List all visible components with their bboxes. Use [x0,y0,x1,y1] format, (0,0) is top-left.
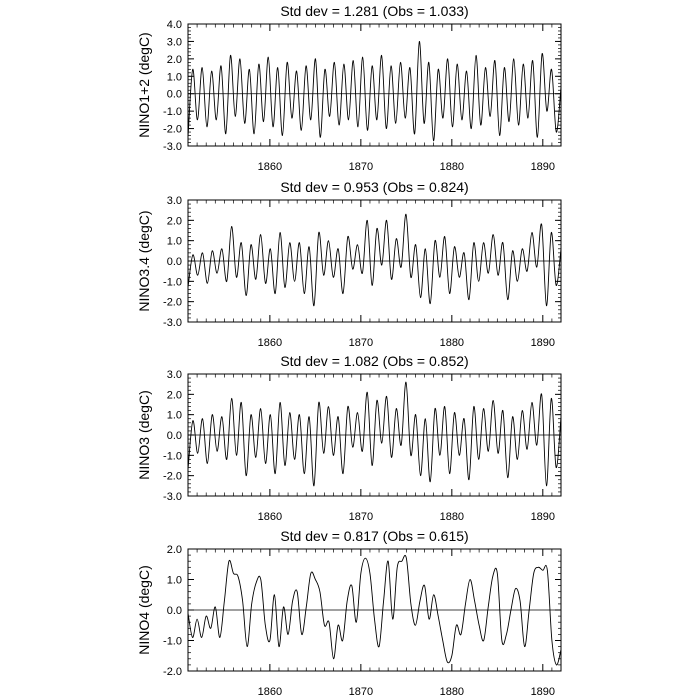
y-tick-label: 3.0 [166,369,182,381]
y-tick-label: -1.0 [163,276,182,289]
y-axis-label: NINO3 (degC) [136,390,152,480]
x-tick-label: 1890 [530,686,556,698]
series-line-NINO1+2 [188,41,561,140]
y-tick-label: 1.0 [166,574,182,587]
y-tick-label: -1.0 [163,450,182,463]
x-tick-label: 1880 [439,511,465,523]
plot-frame [188,24,561,146]
x-tick-label: 1860 [257,686,283,698]
y-axis-label: NINO3.4 (degC) [136,210,152,312]
x-tick-label: 1880 [439,337,465,349]
chart-title: Std dev = 1.281 (Obs = 1.033) [280,3,469,19]
y-tick-label: 1.0 [166,71,182,84]
x-tick-label: 1870 [348,337,374,349]
y-tick-label: 1.0 [166,409,182,422]
y-tick-label: 3.0 [166,195,182,207]
series-line-NINO3 [188,382,561,486]
y-tick-label: -3.0 [163,141,182,153]
y-tick-label: 0.0 [166,256,182,268]
panel-3 [136,353,561,523]
chart-title: Std dev = 0.953 (Obs = 0.824) [280,179,469,195]
y-tick-label: 2.0 [166,544,182,556]
chart-title: Std dev = 0.817 (Obs = 0.615) [280,528,469,544]
x-tick-label: 1880 [439,161,465,173]
y-tick-label: 0.0 [166,605,182,617]
y-tick-label: -2.0 [163,123,182,136]
y-tick-label: 1.0 [166,235,182,248]
y-tick-label: -2.0 [163,666,182,678]
y-tick-label: 2.0 [166,53,182,66]
y-tick-label: 4.0 [166,19,182,31]
y-tick-label: 0.0 [166,430,182,442]
panel-4 [136,528,561,698]
chart-title: Std dev = 1.082 (Obs = 0.852) [280,353,469,369]
x-tick-label: 1890 [530,337,556,349]
y-tick-label: -1.0 [163,635,182,648]
y-tick-label: -2.0 [163,296,182,309]
y-tick-label: 2.0 [166,389,182,402]
y-tick-label: 3.0 [166,36,182,49]
x-tick-label: 1890 [530,161,556,173]
y-tick-label: 0.0 [166,88,182,101]
panel-1 [136,3,561,173]
y-tick-label: -3.0 [163,317,182,329]
y-tick-label: -1.0 [163,106,182,119]
x-tick-label: 1870 [348,511,374,523]
x-tick-label: 1870 [348,161,374,173]
x-tick-label: 1880 [439,686,465,698]
x-tick-label: 1860 [257,511,283,523]
x-tick-label: 1860 [257,161,283,173]
x-tick-label: 1890 [530,511,556,523]
y-tick-label: -2.0 [163,470,182,483]
panels [136,3,561,698]
y-tick-label: -3.0 [163,491,182,503]
panel-2 [136,179,561,349]
x-tick-label: 1860 [257,337,283,349]
y-axis-label: NINO1+2 (degC) [136,32,152,138]
y-axis-label: NINO4 (degC) [136,565,152,655]
y-tick-label: 2.0 [166,215,182,228]
x-tick-label: 1870 [348,686,374,698]
series-line-NINO3.4 [188,214,561,306]
